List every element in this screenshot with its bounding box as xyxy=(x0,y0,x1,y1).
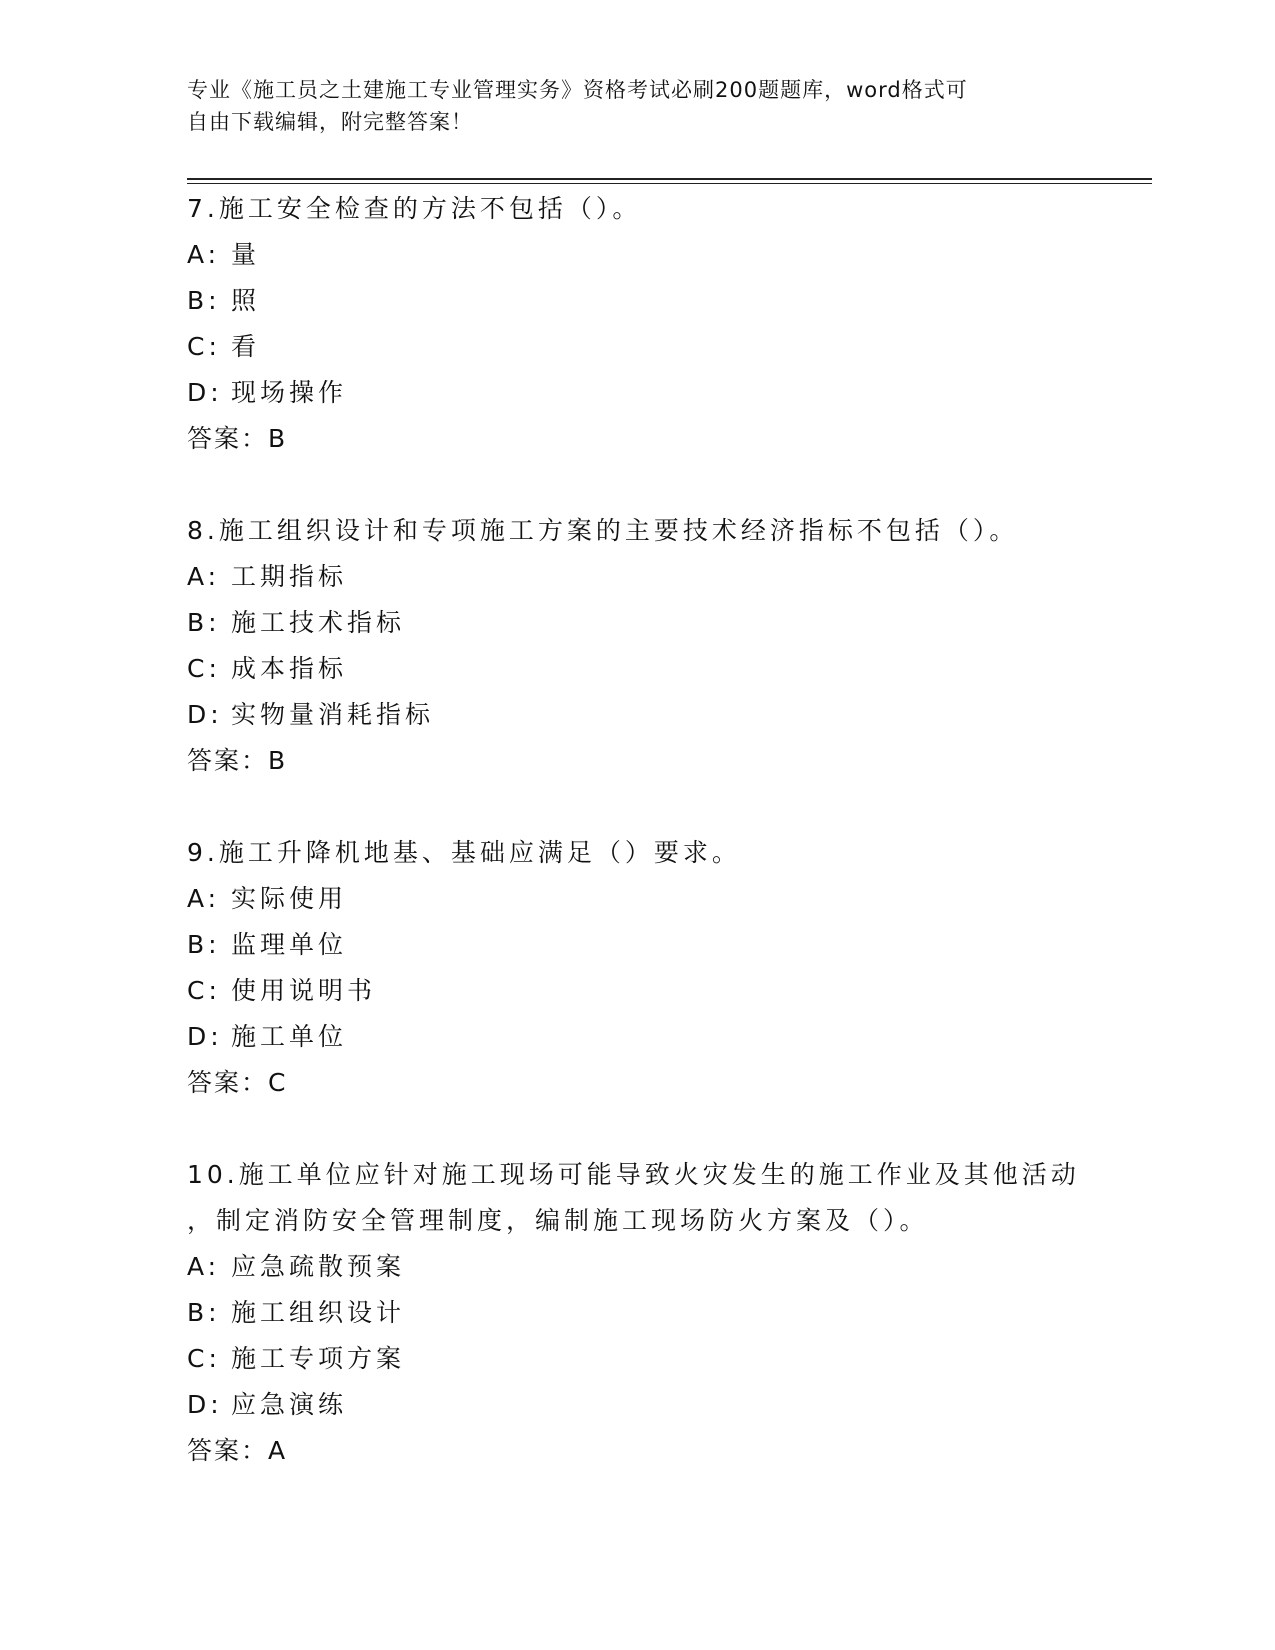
header-line-2: 自由下载编辑，附完整答案！ xyxy=(187,110,473,134)
option-letter: A: xyxy=(187,1252,221,1281)
option-d xyxy=(187,1382,1087,1428)
option-text: 看 xyxy=(231,332,261,361)
option-d xyxy=(187,1014,1087,1060)
question-stem xyxy=(187,830,1087,876)
option-text: 施工单位 xyxy=(231,1022,348,1051)
option-a xyxy=(187,1244,1087,1290)
option-letter: A: xyxy=(187,240,221,269)
option-text: 施工技术指标 xyxy=(231,608,406,637)
option-text: 实际使用 xyxy=(231,884,348,913)
question-stem-line: 9.施工升降机地基、基础应满足（）要求。 xyxy=(187,838,741,867)
document-header xyxy=(187,74,1067,138)
option-text: 应急疏散预案 xyxy=(231,1252,406,1281)
option-letter: B: xyxy=(187,608,221,637)
question-9 xyxy=(187,830,1087,1106)
option-text: 量 xyxy=(231,240,261,269)
option-text: 应急演练 xyxy=(231,1390,348,1419)
answer-line: 答案：C xyxy=(187,1068,288,1097)
question-stem xyxy=(187,186,1087,232)
option-text: 照 xyxy=(231,286,261,315)
option-text: 施工组织设计 xyxy=(231,1298,406,1327)
option-a xyxy=(187,554,1087,600)
option-c xyxy=(187,968,1087,1014)
option-letter: D: xyxy=(187,1390,223,1419)
question-stem xyxy=(187,508,1087,554)
option-text: 施工专项方案 xyxy=(231,1344,406,1373)
option-letter: C: xyxy=(187,1344,221,1373)
header-line-1: 专业《施工员之土建施工专业管理实务》资格考试必刷200题题库，word格式可 xyxy=(187,78,968,102)
answer-line: 答案：B xyxy=(187,746,288,775)
question-stem xyxy=(187,1152,1087,1244)
answer-line: 答案：B xyxy=(187,424,288,453)
header-divider-thin xyxy=(187,183,1152,184)
question-stem-line: 7.施工安全检查的方法不包括（）。 xyxy=(187,194,642,223)
question-stem-line: 8.施工组织设计和专项施工方案的主要技术经济指标不包括（）。 xyxy=(187,516,1019,545)
option-letter: D: xyxy=(187,1022,223,1051)
option-text: 成本指标 xyxy=(231,654,348,683)
option-text: 监理单位 xyxy=(231,930,348,959)
option-b xyxy=(187,600,1087,646)
option-letter: D: xyxy=(187,378,223,407)
option-letter: C: xyxy=(187,976,221,1005)
option-a xyxy=(187,876,1087,922)
question-stem-line: ，制定消防安全管理制度，编制施工现场防火方案及（）。 xyxy=(187,1206,929,1235)
option-letter: B: xyxy=(187,930,221,959)
option-a xyxy=(187,232,1087,278)
option-letter: B: xyxy=(187,1298,221,1327)
header-divider-thick xyxy=(187,178,1152,180)
option-text: 实物量消耗指标 xyxy=(231,700,435,729)
option-d xyxy=(187,370,1087,416)
option-c xyxy=(187,1336,1087,1382)
option-letter: A: xyxy=(187,562,221,591)
question-7 xyxy=(187,186,1087,462)
option-text: 使用说明书 xyxy=(231,976,377,1005)
option-d xyxy=(187,692,1087,738)
option-letter: B: xyxy=(187,286,221,315)
option-b xyxy=(187,278,1087,324)
option-c xyxy=(187,324,1087,370)
option-letter: D: xyxy=(187,700,223,729)
answer-line: 答案：A xyxy=(187,1436,288,1465)
question-8 xyxy=(187,508,1087,784)
option-text: 现场操作 xyxy=(231,378,348,407)
option-b xyxy=(187,1290,1087,1336)
option-letter: C: xyxy=(187,654,221,683)
question-10 xyxy=(187,1152,1087,1474)
option-b xyxy=(187,922,1087,968)
option-c xyxy=(187,646,1087,692)
option-letter: C: xyxy=(187,332,221,361)
question-stem-line: 10.施工单位应针对施工现场可能导致火灾发生的施工作业及其他活动 xyxy=(187,1160,1080,1189)
option-letter: A: xyxy=(187,884,221,913)
option-text: 工期指标 xyxy=(231,562,348,591)
